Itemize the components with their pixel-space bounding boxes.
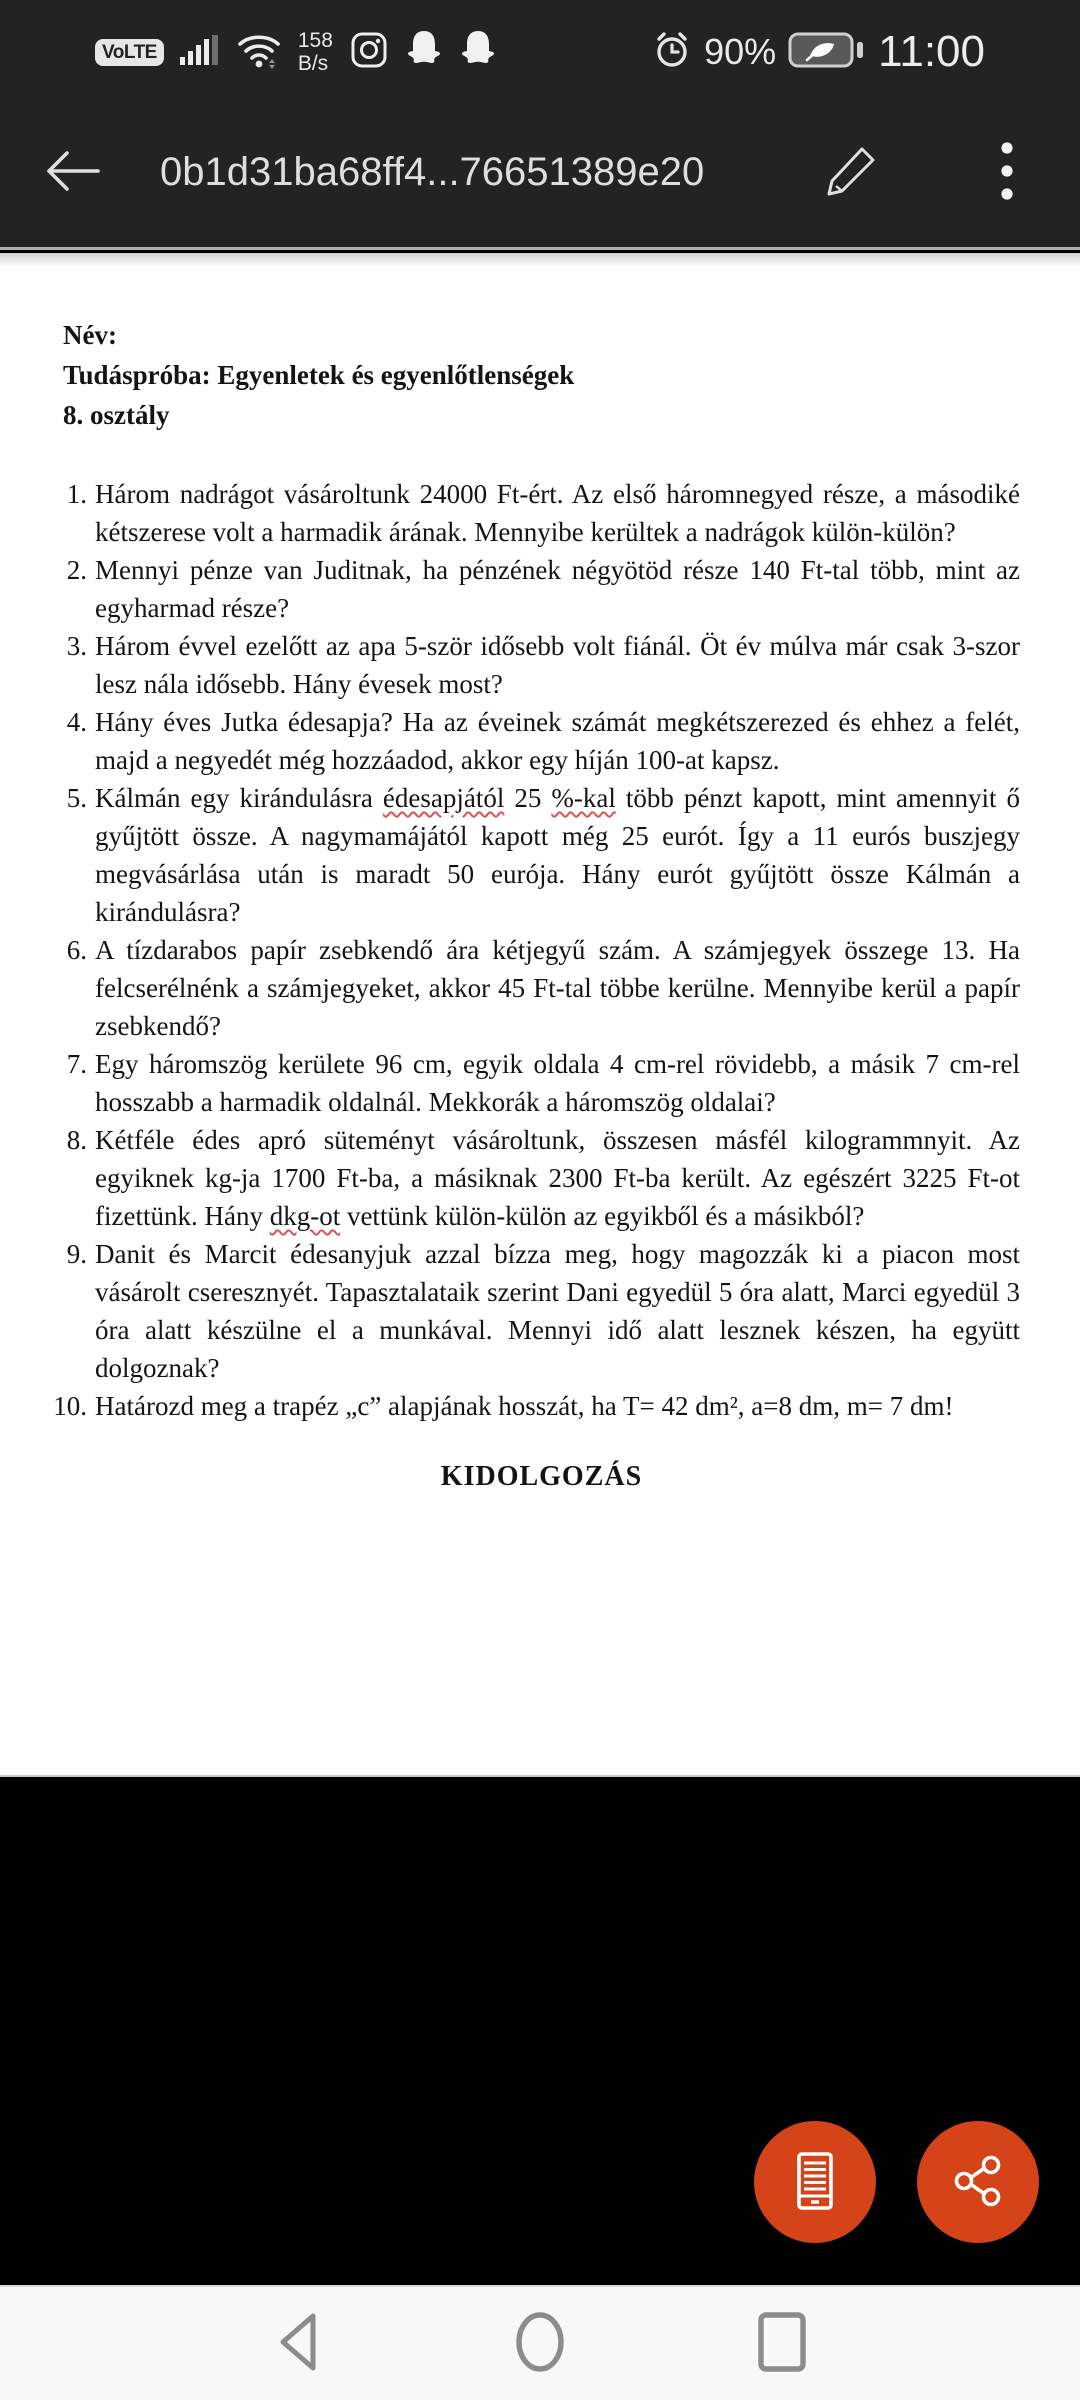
problem-number: 9.: [66, 1239, 87, 1269]
status-bar-right: [652, 27, 985, 77]
problem-number: 6.: [66, 935, 87, 965]
problem-number: 1.: [66, 479, 87, 509]
back-button[interactable]: [42, 147, 104, 198]
status-bar-left: [95, 28, 497, 77]
top-bar: [0, 0, 1080, 250]
alarm-clock-icon: [652, 30, 692, 75]
problem-number: 4.: [66, 707, 87, 737]
network-speed-value: 158: [297, 29, 333, 52]
nav-home-button[interactable]: [510, 2309, 570, 2379]
nav-back-icon: [275, 2310, 321, 2377]
mobile-view-icon: [782, 2148, 848, 2217]
problem-number: 5.: [66, 783, 87, 813]
navigation-bar: [0, 2285, 1080, 2400]
problem-number: 2.: [66, 555, 87, 585]
kebab-menu-icon: [1000, 140, 1014, 205]
problem-item: [66, 1235, 1020, 1387]
problem-item: [66, 475, 1020, 551]
document-title: 0b1d31ba68ff4...76651389e20: [160, 149, 705, 194]
problem-list: [53, 475, 1021, 1425]
problem-number: 10.: [53, 1391, 87, 1421]
grade-label: 8. osztály: [63, 400, 170, 430]
network-speed-unit: B/s: [297, 52, 329, 75]
name-label: Név:: [63, 320, 117, 350]
problem-text: Határozd meg a trapéz „c” alapjának hosszát, ha T= 42 dm², a=8 dm, m= 7 dm!: [95, 1391, 954, 1421]
snapchat-icon: [405, 28, 443, 77]
pencil-icon: [822, 142, 880, 203]
document-page[interactable]: [0, 253, 1080, 1777]
problem-text: Egy háromszög kerülete 96 cm, egyik oldala 4 cm-rel rövidebb, a másik 7 cm-rel hosszabb a harmadik oldalnál. Mekkorák a háromszög oldalai?: [95, 1049, 1020, 1117]
signal-strength-icon: [180, 33, 220, 72]
share-icon: [945, 2148, 1011, 2217]
problem-item: [66, 779, 1021, 931]
nav-home-icon: [514, 2310, 566, 2377]
test-title: Tudáspróba: Egyenletek és egyenlőtlenségek: [63, 360, 575, 390]
problem-item: [66, 551, 1020, 627]
mobile-view-button[interactable]: [754, 2121, 876, 2243]
problem-text: Három nadrágot vásároltunk 24000 Ft-ért. Az első háromnegyed része, a másodiké kétszerese volt a harmadik árának. Mennyibe kerültek a nadrágok külön-külön?: [95, 479, 1020, 547]
clock: 11:00: [878, 27, 985, 76]
problem-text: Danit és Marcit édesanyjuk azzal bízza meg, hogy magozzák ki a piacon most vásárolt cseresznyét. Tapasztalataik szerint Dani egyedül 5 óra alatt, Marci egyedül 3 óra alatt készülne el a munkával. Mennyi idő alatt lesznek készen, ha együtt dolgoznak?: [95, 1239, 1020, 1383]
problem-number: 8.: [66, 1125, 87, 1155]
problem-text: A tízdarabos papír zsebkendő ára kétjegyű szám. A számjegyek összege 13. Ha felcserélnénk a számjegyeket, akkor 45 Ft-tal többe kerülne. Mennyibe kerül a papír zsebkendő?: [95, 935, 1020, 1041]
back-arrow-icon: [42, 147, 104, 198]
nav-back-button[interactable]: [268, 2309, 328, 2379]
problem-item: [66, 931, 1020, 1045]
battery-percent: 90%: [704, 31, 777, 72]
problem-text: Három évvel ezelőtt az apa 5-ször idősebb volt fiánál. Öt év múlva már csak 3-szor lesz nála idősebb. Hány évesek most?: [95, 631, 1020, 699]
problem-text: Kálmán egy kirándulásra édesapjától 25 %-kal több pénzt kapott, mint amennyit ő gyűjtött össze. A nagymamájától kapott még 25 eurót. Így a 11 eurós buszjegy megvásárlása után is maradt 50 eurója. Hány eurót gyűjtött össze Kálmán a kirándulásra?: [95, 783, 1021, 927]
more-options-button[interactable]: [1000, 140, 1014, 205]
network-speed: [298, 29, 333, 75]
problem-item: [66, 1045, 1020, 1121]
section-heading: KIDOLGOZÁS: [440, 1461, 643, 1492]
share-button[interactable]: [917, 2121, 1039, 2243]
edit-button[interactable]: [822, 142, 880, 203]
problem-text: Hány éves Jutka édesapja? Ha az éveinek számát megkétszerezed és ehhez a felét, majd a negyedét még hozzáadod, akkor egy híján 100-at kapsz.: [95, 707, 1020, 775]
instagram-icon: [349, 30, 389, 75]
problem-number: 7.: [66, 1049, 87, 1079]
nav-recents-icon: [757, 2310, 807, 2377]
problem-text: Mennyi pénze van Juditnak, ha pénzének négyötöd része 140 Ft-tal több, mint az egyharmad része?: [95, 555, 1020, 623]
status-bar: [0, 14, 1080, 90]
problem-item: [53, 1387, 1020, 1425]
battery-eco-icon: [788, 29, 866, 76]
wifi-icon: [236, 30, 282, 75]
document-heading: [63, 315, 1020, 435]
problem-item: [66, 627, 1020, 703]
problem-number: 3.: [66, 631, 87, 661]
volte-badge: VoLTE: [95, 39, 164, 66]
nav-recents-button[interactable]: [752, 2309, 812, 2379]
problem-item: [66, 703, 1020, 779]
app-header: [0, 100, 1080, 250]
page-top-shadow: [0, 253, 1080, 267]
problem-text: Kétféle édes apró süteményt vásároltunk, összesen másfél kilogrammnyit. Az egyiknek kg-ja 1700 Ft-ba, a másiknak 2300 Ft-ba került. Az egészért 3225 Ft-ot fizettünk. Hány dkg-ot vettünk külön-külön az egyikből és a másikból?: [95, 1125, 1020, 1231]
problem-item: [66, 1121, 1020, 1235]
snapchat-icon: [459, 28, 497, 77]
